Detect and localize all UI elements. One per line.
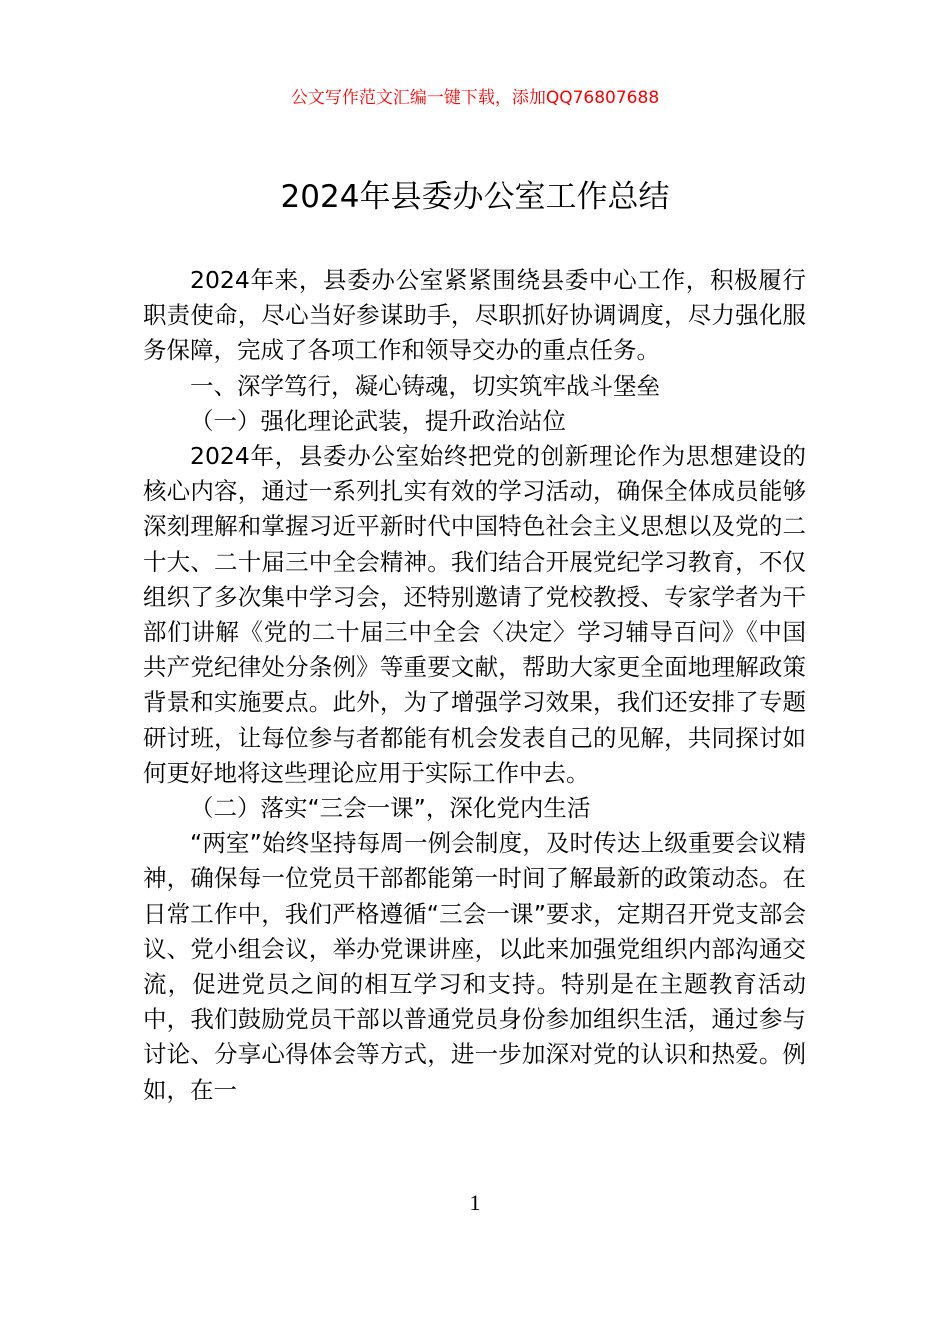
page-number: 1 (469, 1190, 481, 1215)
section-heading-1: 一、深学笃行，凝心铸魂，切实筑牢战斗堡垒 (190, 371, 660, 400)
subsection-heading-2: （二）落实“三会一课”，深化党内生活 (190, 794, 591, 823)
document-body (143, 263, 806, 1108)
subsection-heading-1: （一）强化理论武装，提升政治站位 (190, 406, 566, 435)
download-promo-note: 公文写作范文汇编一键下载，添加QQ76807688 (290, 88, 660, 108)
document-title: 2024年县委办公室工作总结 (280, 179, 670, 215)
body-paragraph-1: 2024年，县委办公室始终把党的创新理论作为思想建设的核心内容，通过一系列扎实有效的学习活动，确保全体成员能够深刻理解和掌握习近平新时代中国特色社会主义思想以及党的二十大、二十届三中全会精神。我们结合开展党纪学习教育，不仅组织了多次集中学习会，还特别邀请了党校教授、专家学者为干部们讲解《党的二十届三中全会〈决定〉学习辅导百问》《中国共产党纪律处分条例》等重要文献，帮助大家更全面地理解政策背景和实施要点。此外，为了增强学习效果，我们还安排了专题研讨班，让每位参与者都能有机会发表自己的见解，共同探讨如何更好地将这些理论应用于实际工作中去。 (143, 442, 806, 787)
intro-paragraph: 2024年来，县委办公室紧紧围绕县委中心工作，积极履行职责使命，尽心当好参谋助手，尽职抓好协调调度，尽力强化服务保障，完成了各项工作和领导交办的重点任务。 (143, 266, 806, 365)
body-paragraph-2: “两室”始终坚持每周一例会制度，及时传达上级重要会议精神，确保每一位党员干部都能第一时间了解最新的政策动态。在日常工作中，我们严格遵循“三会一课”要求，定期召开党支部会议、党小组会议，举办党课讲座，以此来加强党组织内部沟通交流，促进党员之间的相互学习和支持。特别是在主题教育活动中，我们鼓励党员干部以普通党员身份参加组织生活，通过参与讨论、分享心得体会等方式，进一步加深对党的认识和热爱。例如，在一 (143, 829, 806, 1104)
